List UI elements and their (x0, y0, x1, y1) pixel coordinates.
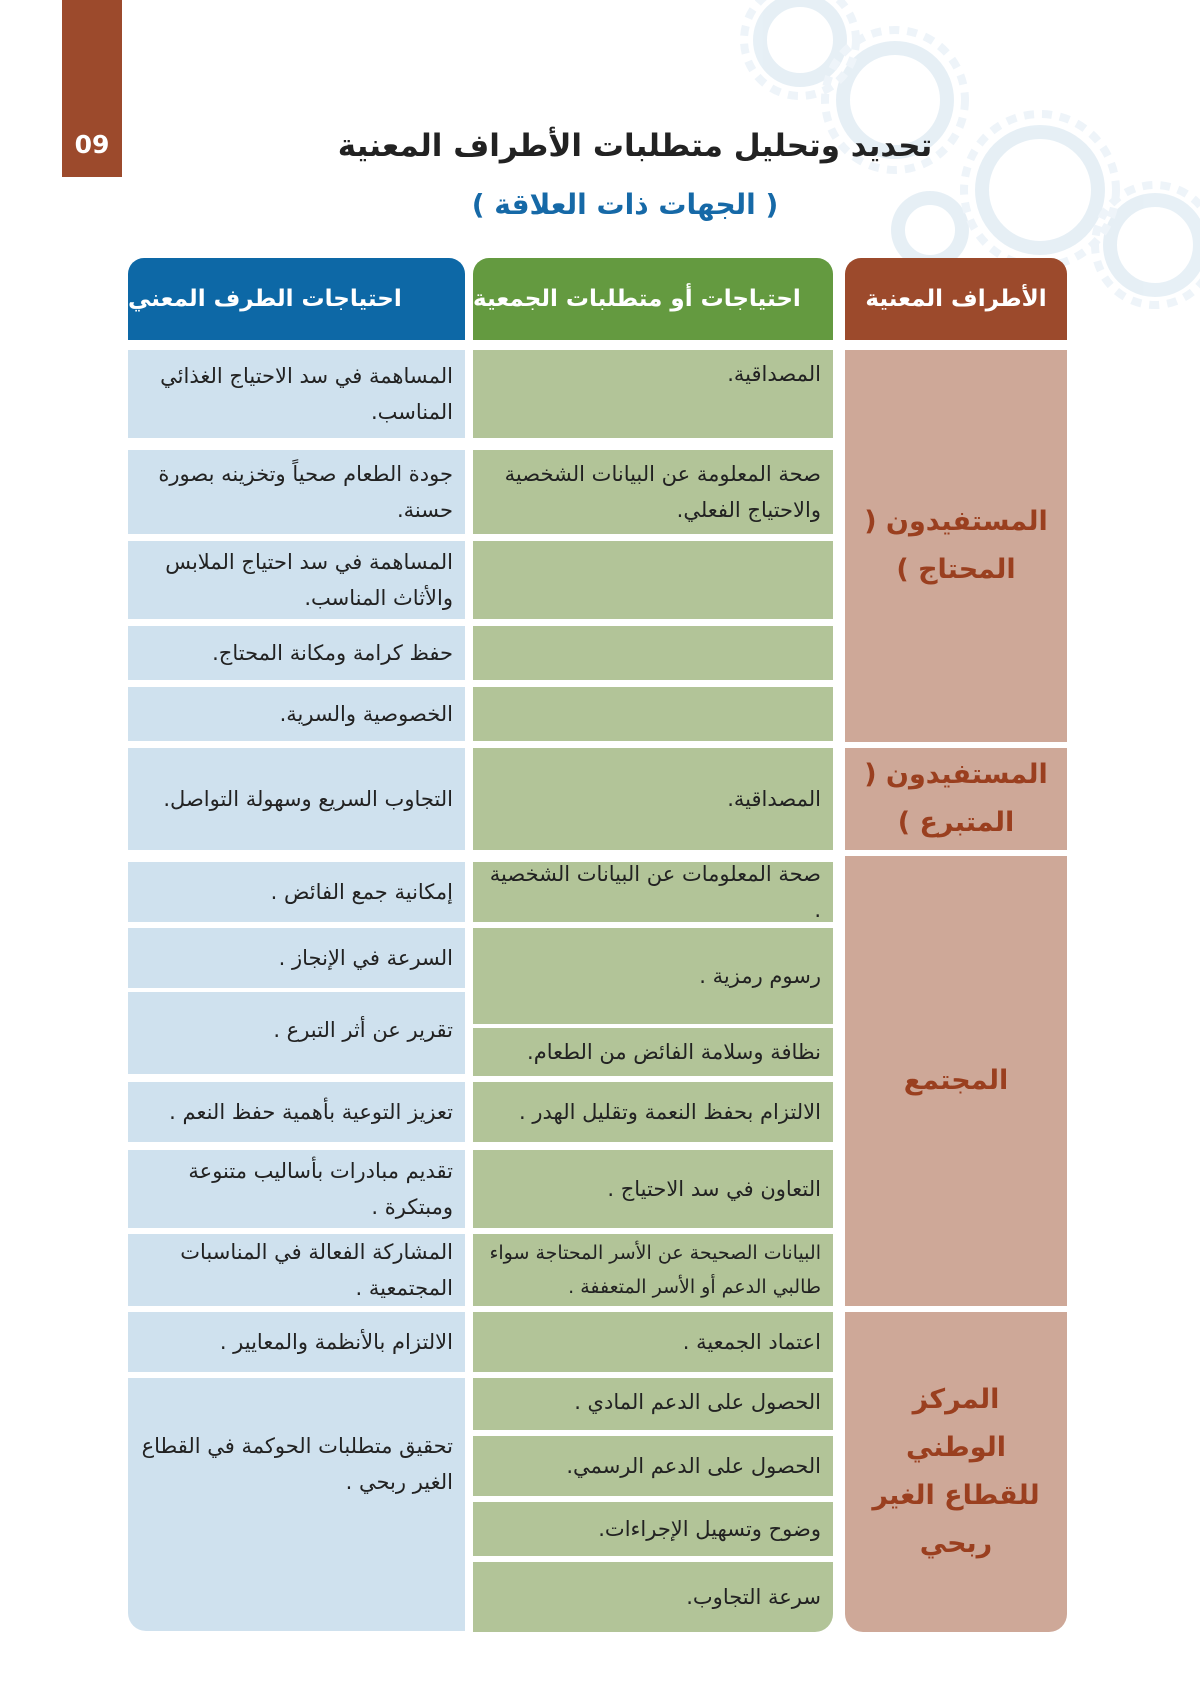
party-need-cell: الالتزام بالأنظمة والمعايير . (128, 1312, 465, 1372)
association-need-cell: اعتماد الجمعية . (473, 1312, 833, 1372)
association-need-cell (473, 541, 833, 619)
party-need-cell: المساهمة في سد الاحتياج الغذائي المناسب. (128, 350, 465, 438)
header-association-needs: احتياجات أو متطلبات الجمعية (473, 258, 833, 340)
party-community: المجتمع (845, 856, 1067, 1306)
party-need-cell: الخصوصية والسرية. (128, 687, 465, 741)
association-need-cell: صحة المعلومة عن البيانات الشخصية والاحتياج الفعلي. (473, 450, 833, 534)
party-beneficiary-needy: المستفيدون ( المحتاج ) (845, 350, 1067, 742)
party-need-cell: إمكانية جمع الفائض . (128, 862, 465, 922)
party-need-cell: حفظ كرامة ومكانة المحتاج. (128, 626, 465, 680)
party-national-center: المركز الوطني للقطاع الغير ربحي (845, 1312, 1067, 1632)
association-need-cell (473, 687, 833, 741)
association-need-cell: صحة المعلومات عن البيانات الشخصية . (473, 862, 833, 922)
association-need-cell: الحصول على الدعم الرسمي. (473, 1436, 833, 1496)
header-parties: الأطراف المعنية (845, 258, 1067, 340)
association-need-cell: الالتزام بحفظ النعمة وتقليل الهدر . (473, 1082, 833, 1142)
party-need-cell: تحقيق متطلبات الحوكمة في القطاع الغير ربحي . (128, 1378, 465, 1631)
association-need-cell (473, 626, 833, 680)
association-need-cell: المصداقية. (473, 350, 833, 438)
party-need-cell: المشاركة الفعالة في المناسبات المجتمعية . (128, 1234, 465, 1306)
association-need-cell: التعاون في سد الاحتياج . (473, 1150, 833, 1228)
party-need-cell: تعزيز التوعية بأهمية حفظ النعم . (128, 1082, 465, 1142)
party-beneficiary-donor: المستفيدون ( المتبرع ) (845, 748, 1067, 850)
party-need-cell: التجاوب السريع وسهولة التواصل. (128, 748, 465, 850)
page-number: 09 (74, 130, 110, 159)
association-need-cell: نظافة وسلامة الفائض من الطعام. (473, 1028, 833, 1076)
party-need-cell: السرعة في الإنجاز . (128, 928, 465, 988)
association-need-cell: سرعة التجاوب. (473, 1562, 833, 1632)
association-need-cell: رسوم رمزية . (473, 928, 833, 1024)
page-title: تحديد وتحليل متطلبات الأطراف المعنية (337, 128, 933, 164)
header-party-needs: احتياجات الطرف المعني (128, 258, 465, 340)
party-need-cell: جودة الطعام صحياً وتخزينه بصورة حسنة. (128, 450, 465, 534)
association-need-cell: البيانات الصحيحة عن الأسر المحتاجة سواء طالبي الدعم أو الأسر المتعففة . (473, 1234, 833, 1306)
page-subtitle: ( الجهات ذات العلاقة ) (471, 188, 779, 221)
association-need-cell: وضوح وتسهيل الإجراءات. (473, 1502, 833, 1556)
party-need-cell: المساهمة في سد احتياج الملابس والأثاث المناسب. (128, 541, 465, 619)
party-need-cell: تقرير عن أثر التبرع . (128, 992, 465, 1074)
association-need-cell: الحصول على الدعم المادي . (473, 1378, 833, 1430)
party-need-cell: تقديم مبادرات بأساليب متنوعة ومبتكرة . (128, 1150, 465, 1228)
association-need-cell: المصداقية. (473, 748, 833, 850)
